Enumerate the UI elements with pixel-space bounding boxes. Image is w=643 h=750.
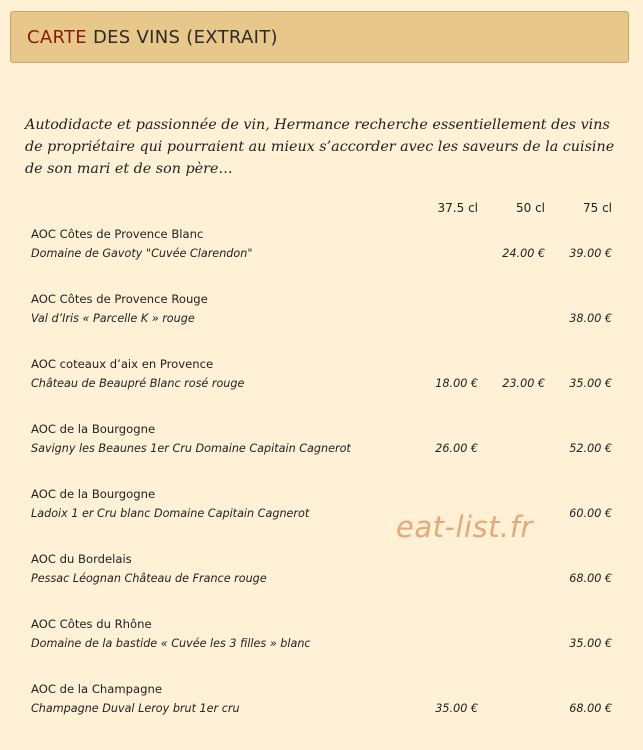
wine-name: Château de Beaupré Blanc rosé rouge	[31, 377, 245, 390]
price-37-5cl: 18.00 €	[435, 377, 478, 390]
price-37-5cl: 35.00 €	[435, 702, 478, 715]
title-rest: DES VINS (EXTRAIT)	[86, 27, 278, 48]
price-75cl: 68.00 €	[569, 572, 612, 585]
wine-region: AOC Côtes du Rhône	[31, 617, 152, 631]
wine-region: AOC Côtes de Provence Rouge	[31, 292, 208, 306]
wine-entry	[0, 357, 643, 401]
wine-name: Savigny les Beaunes 1er Cru Domaine Capitain Cagnerot	[31, 442, 351, 455]
price-75cl: 35.00 €	[569, 637, 612, 650]
wine-entry	[0, 292, 643, 336]
wine-name: Domaine de la bastide « Cuvée les 3 filles » blanc	[31, 637, 311, 650]
wine-region: AOC Côtes de Provence Blanc	[31, 227, 204, 241]
wine-name: Pessac Léognan Château de France rouge	[31, 572, 267, 585]
price-50cl: 23.00 €	[502, 377, 545, 390]
wine-region: AOC de la Champagne	[31, 682, 162, 696]
wine-name: Domaine de Gavoty "Cuvée Clarendon"	[31, 247, 253, 260]
wine-name: Ladoix 1 er Cru blanc Domaine Capitain Cagnerot	[31, 507, 310, 520]
column-header-37-5cl: 37.5 cl	[437, 201, 478, 215]
price-75cl: 52.00 €	[569, 442, 612, 455]
wine-entry	[0, 422, 643, 466]
wine-region: AOC coteaux d’aix en Provence	[31, 357, 214, 371]
column-header-50cl: 50 cl	[515, 201, 545, 215]
watermark: eat-list.fr	[396, 510, 533, 544]
intro-text: Autodidacte et passionnée de vin, Hermance recherche essentiellement des vins de propriétaire qui pourraient au mieux s’accorder avec les saveurs de la cuisine de son mari et de son père…	[25, 117, 615, 177]
price-50cl: 24.00 €	[502, 247, 545, 260]
section-header	[10, 11, 629, 63]
wine-entry	[0, 552, 643, 596]
price-75cl: 68.00 €	[569, 702, 612, 715]
wine-entry	[0, 487, 643, 531]
price-75cl: 35.00 €	[569, 377, 612, 390]
wine-region: AOC de la Bourgogne	[31, 422, 156, 436]
price-75cl: 39.00 €	[569, 247, 612, 260]
page-title	[27, 27, 278, 48]
price-37-5cl: 26.00 €	[435, 442, 478, 455]
wine-name: Champagne Duval Leroy brut 1er cru	[31, 702, 240, 715]
price-75cl: 38.00 €	[569, 312, 612, 325]
wine-entry	[0, 227, 643, 271]
wine-region: AOC de la Bourgogne	[31, 487, 156, 501]
wine-name: Val d’Iris « Parcelle K » rouge	[31, 312, 195, 325]
wine-entry	[0, 617, 643, 661]
column-header-75cl: 75 cl	[582, 201, 612, 215]
wine-region: AOC du Bordelais	[31, 552, 132, 566]
price-75cl: 60.00 €	[569, 507, 612, 520]
title-accent: CARTE	[27, 27, 87, 48]
wine-entry	[0, 682, 643, 726]
